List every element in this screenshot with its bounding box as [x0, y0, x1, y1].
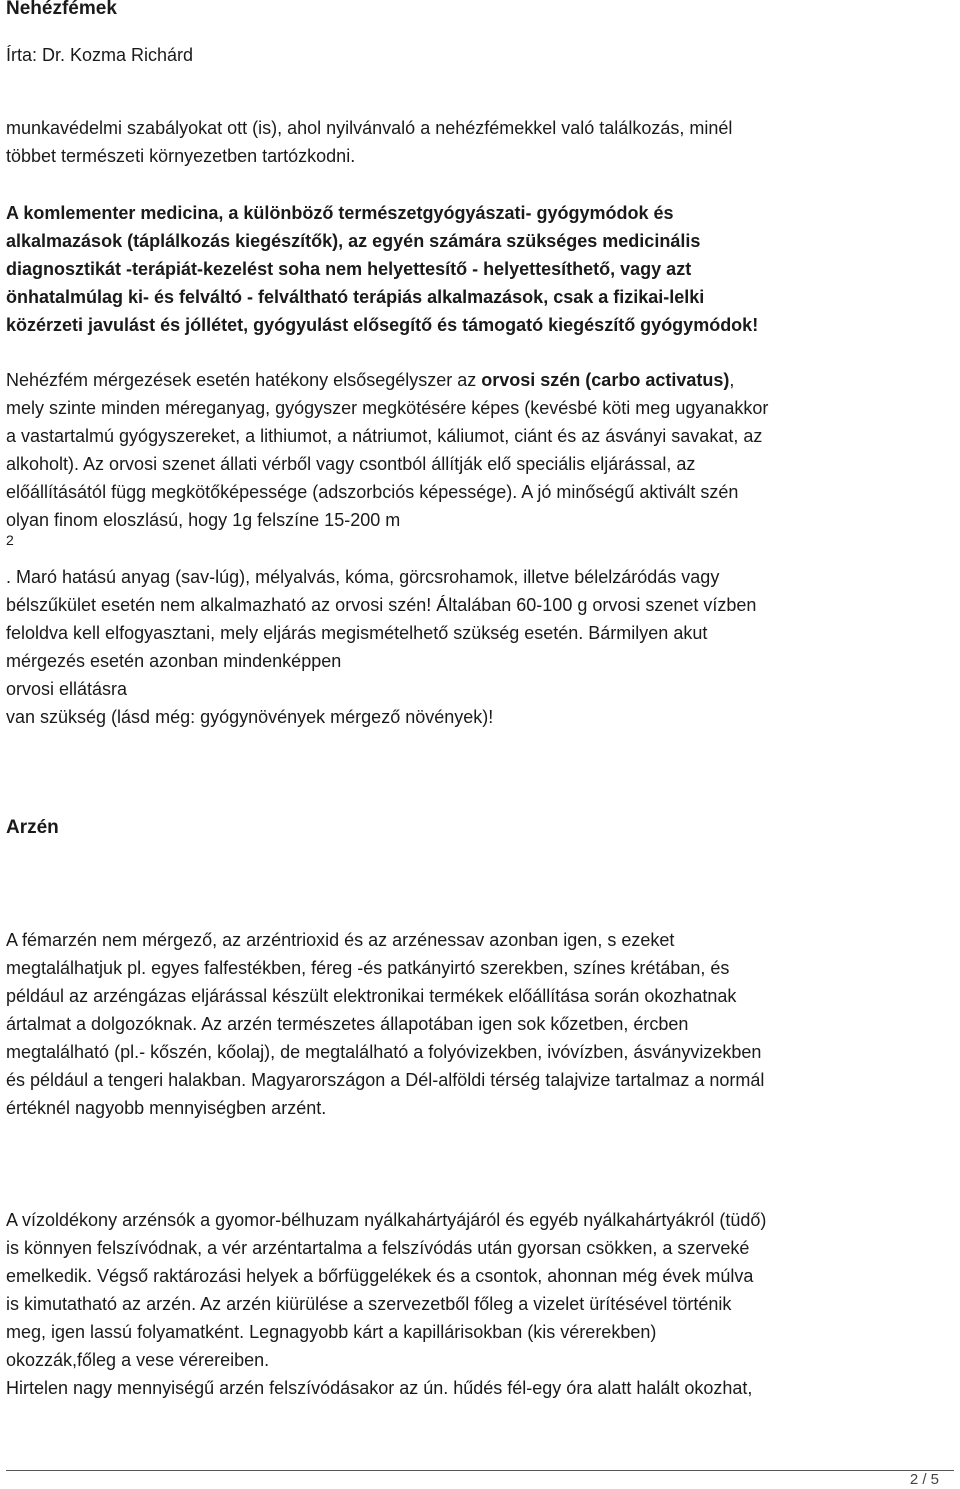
text-segment: Nehézfém mérgezések esetén hatékony elsősegélyszer az — [6, 370, 482, 390]
text-line — [6, 366, 768, 394]
text-line: bélszűkület esetén nem alkalmazható az orvosi szén! Általában 60-100 g orvosi szenet vízben — [6, 595, 757, 615]
section-heading-arsenic: Arzén — [6, 817, 59, 838]
text-line: olyan finom eloszlású, hogy 1g felszíne 15-200 m — [6, 510, 401, 530]
text-segment: , — [729, 370, 735, 390]
text-line: . Maró hatású anyag (sav-lúg), mélyalvás, kóma, görcsrohamok, illetve bélelzáródás vagy — [6, 567, 720, 587]
text-line: Hirtelen nagy mennyiségű arzén felszívódásakor az ún. hűdés fél-egy óra alatt halált okozhat, — [6, 1378, 753, 1398]
document-title: Nehézfémek — [6, 0, 117, 19]
text-line: is könnyen felszívódnak, a vér arzéntartalma a felszívódás után gyorsan csökken, a szerveké — [6, 1238, 750, 1258]
text-line: értéknél nagyobb mennyiségben arzént. — [6, 1098, 327, 1118]
text-line: többet természeti környezetben tartózkodni. — [6, 146, 356, 166]
text-line: A fémarzén nem mérgező, az arzéntrioxid és az arzénessav azonban igen, s ezeket — [6, 930, 675, 950]
text-line: a vastartalmú gyógyszereket, a lithiumot, a nátriumot, káliumot, ciánt és az ásványi savakat, az — [6, 426, 763, 446]
text-line: diagnosztikát -terápiát-kezelést soha nem helyettesítő - helyettesíthető, vagy azt — [6, 259, 692, 279]
footer-divider — [6, 1470, 954, 1471]
text-line: A komlementer medicina, a különböző természetgyógyászati- gyógymódok és — [6, 203, 674, 223]
text-line: például az arzéngázas eljárással készült elektronikai termékek előállítása során okozhatnak — [6, 986, 737, 1006]
paragraph-arsenic-sources — [6, 926, 764, 1122]
text-line: van szükség (lásd még: gyógynövények mérgező növények)! — [6, 707, 494, 727]
text-line: ártalmat a dolgozóknak. Az arzén természetes állapotában igen sok kőzetben, ércben — [6, 1014, 689, 1034]
text-line: is kimutatható az arzén. Az arzén kiürülése a szervezetből főleg a vizelet ürítésével történik — [6, 1294, 732, 1314]
text-line: és például a tengeri halakban. Magyarországon a Dél-alföldi térség talajvize tartalmaz a normál — [6, 1070, 765, 1090]
paragraph-workplace-safety — [6, 114, 732, 170]
text-line: megtalálhatjuk pl. egyes falfestékben, féreg -és patkányirtó szerekben, színes krétában, és — [6, 958, 730, 978]
text-line: meg, igen lassú folyamatként. Legnagyobb kárt a kapillárisokban (kis vérerekben) — [6, 1322, 657, 1342]
emphasis-term: orvosi szén (carbo activatus) — [481, 370, 730, 390]
text-line: alkoholt). Az orvosi szenet állati vérből vagy csontból állítják elő speciális eljárással, az — [6, 454, 696, 474]
text-line: önhatalmúlag ki- és felváltó - felváltható terápiás alkalmazások, csak a fizikai-lelki — [6, 287, 705, 307]
text-line: mérgezés esetén azonban mindenképpen — [6, 651, 342, 671]
text-line: megtalálható (pl.- kőszén, kőolaj), de megtalálható a folyóvizekben, ivóvízben, ásványvizekben — [6, 1042, 762, 1062]
text-line: mely szinte minden méreganyag, gyógyszer megkötésére képes (kevésbé köti meg ugyanakkor — [6, 398, 769, 418]
paragraph-disclaimer — [6, 199, 758, 339]
text-line: feloldva kell elfogyasztani, mely eljárás megismételhető szükség esetén. Bármilyen akut — [6, 623, 708, 643]
paragraph-activated-charcoal — [6, 366, 768, 534]
paragraph-arsenic-absorption — [6, 1206, 766, 1402]
text-line: alkalmazások (táplálkozás kiegészítők), az egyén számára szükséges medicinális — [6, 231, 701, 251]
text-line: emelkedik. Végső raktározási helyek a bőrfüggelékek és a csontok, ahonnan még évek múlva — [6, 1266, 754, 1286]
superscript-2: 2 — [6, 532, 14, 548]
text-line: orvosi ellátásra — [6, 679, 128, 699]
text-line: okozzák,főleg a vese vérereiben. — [6, 1350, 270, 1370]
author-line: Írta: Dr. Kozma Richárd — [6, 45, 194, 65]
text-line: munkavédelmi szabályokat ott (is), ahol nyilvánvaló a nehézfémekkel való találkozás, minél — [6, 118, 733, 138]
paragraph-charcoal-usage — [6, 563, 756, 731]
text-line: előállításától függ megkötőképessége (adszorbciós képessége). A jó minőségű aktivált szén — [6, 482, 739, 502]
text-line: közérzeti javulást és jóllétet, gyógyulást elősegítő és támogató kiegészítő gyógymódok! — [6, 315, 759, 335]
page-number: 2 / 5 — [909, 1471, 939, 1488]
text-line: A vízoldékony arzénsók a gyomor-bélhuzam nyálkahártyájáról és egyéb nyálkahártyákról (tüdő) — [6, 1210, 767, 1230]
